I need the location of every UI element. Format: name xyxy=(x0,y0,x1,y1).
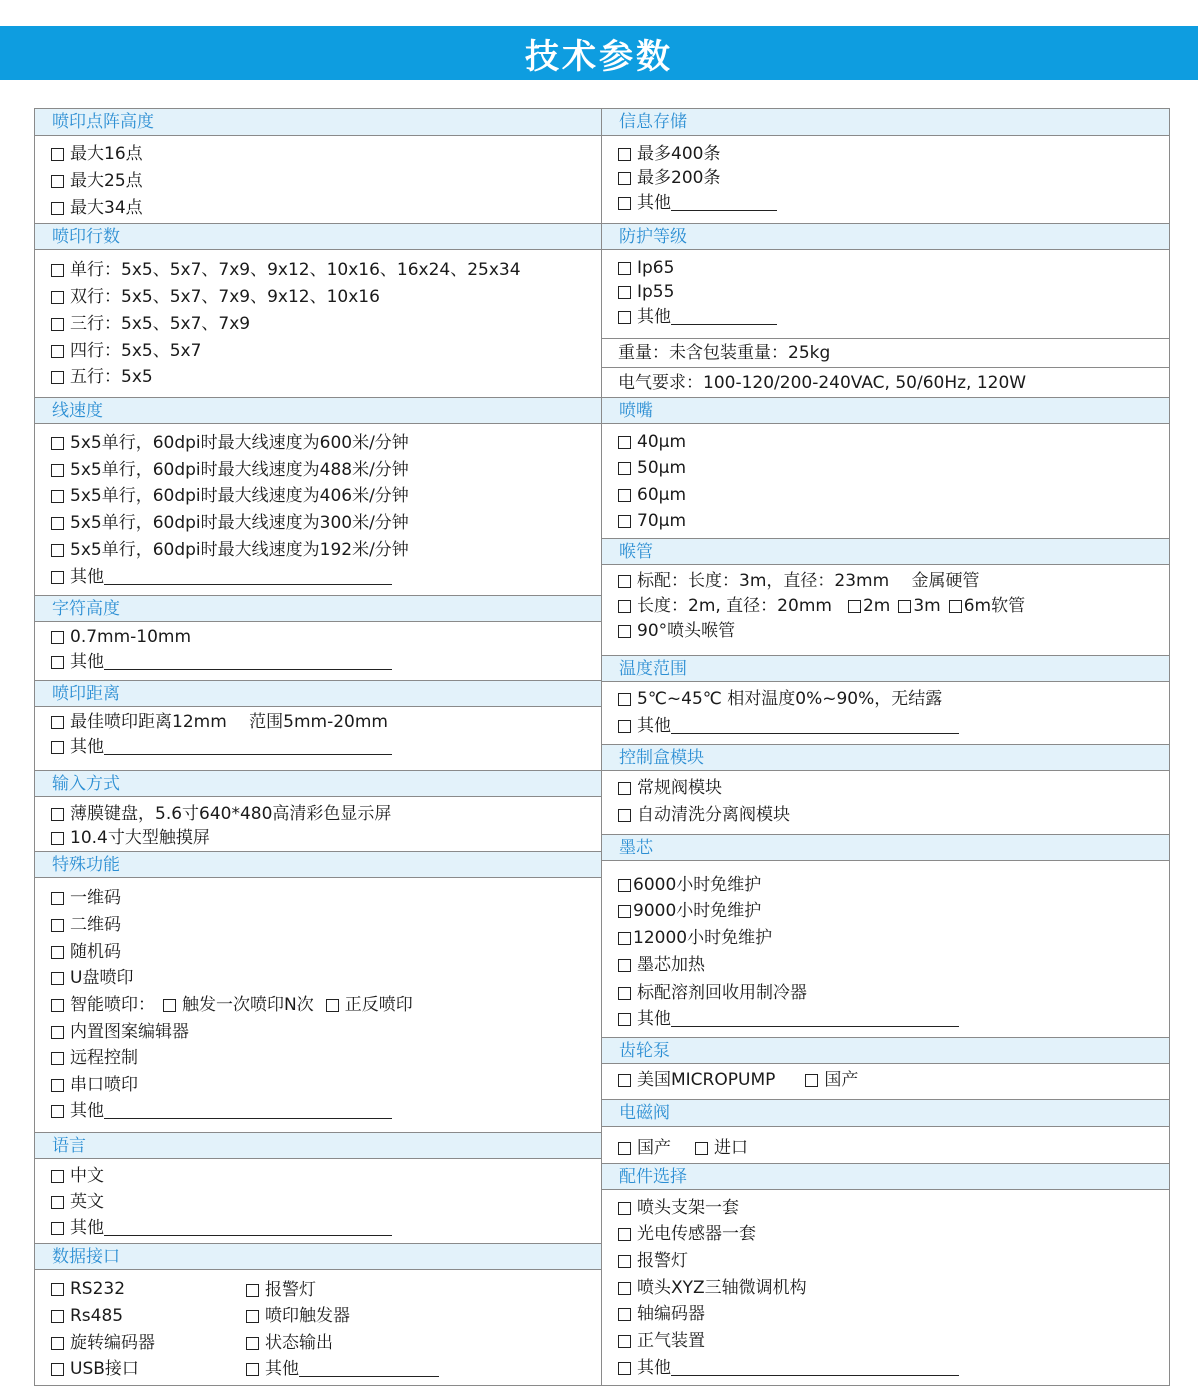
option-row[interactable]: 5x5单行，60dpi时最大线速度为406米/分钟 xyxy=(51,485,409,507)
checkbox[interactable] xyxy=(51,318,64,331)
checkbox[interactable] xyxy=(51,148,64,161)
checkbox[interactable] xyxy=(848,600,861,613)
section-rows xyxy=(35,223,601,250)
checkbox[interactable] xyxy=(51,345,64,358)
checkbox[interactable] xyxy=(246,1284,259,1297)
checkbox[interactable] xyxy=(51,832,64,845)
blank-line[interactable] xyxy=(104,654,392,670)
checkbox[interactable] xyxy=(618,286,631,299)
checkbox[interactable] xyxy=(51,517,64,530)
checkbox[interactable] xyxy=(618,782,631,795)
checkbox[interactable] xyxy=(51,175,64,188)
checkbox[interactable] xyxy=(618,809,631,822)
option-row[interactable]: 其他 xyxy=(51,566,392,588)
checkbox[interactable] xyxy=(163,999,176,1012)
checkbox[interactable] xyxy=(51,371,64,384)
option-row[interactable]: 五行：5x5 xyxy=(51,366,153,388)
checkbox[interactable] xyxy=(618,462,631,475)
section-protection xyxy=(602,223,1169,250)
section-char-height xyxy=(35,595,601,622)
section-header: 喷印点阵高度 xyxy=(35,109,601,136)
checkbox[interactable] xyxy=(618,262,631,275)
section-header: 语言 xyxy=(35,1132,601,1159)
title-banner xyxy=(0,26,1198,80)
section-header: 线速度 xyxy=(35,397,601,424)
checkbox[interactable] xyxy=(246,1337,259,1350)
checkbox[interactable] xyxy=(51,1222,64,1235)
checkbox[interactable] xyxy=(618,311,631,324)
option-row[interactable]: 光电传感器一套 xyxy=(618,1223,756,1245)
section-distance xyxy=(35,680,601,707)
option-row[interactable]: 喷印触发器 xyxy=(246,1305,350,1327)
divider xyxy=(602,367,1169,368)
section-solenoid-valve xyxy=(602,1100,1169,1127)
checkbox[interactable] xyxy=(618,575,631,588)
checkbox[interactable] xyxy=(246,1363,259,1376)
checkbox[interactable] xyxy=(51,631,64,644)
option-row[interactable]: 喷头XYZ三轴微调机构 xyxy=(618,1277,807,1299)
checkbox[interactable] xyxy=(618,148,631,161)
option-row[interactable]: 9000小时免维护 xyxy=(618,900,761,922)
section-temperature xyxy=(602,655,1169,682)
option-row[interactable]: 其他 xyxy=(618,1357,959,1379)
option-row[interactable]: 长度：2m, 直径：20mm 2m 3m 6m软管 xyxy=(618,595,1025,617)
option-row[interactable]: 60μm xyxy=(618,484,686,506)
option-row[interactable]: 远程控制 xyxy=(51,1047,138,1069)
checkbox[interactable] xyxy=(618,489,631,502)
checkbox[interactable] xyxy=(51,919,64,932)
checkbox[interactable] xyxy=(618,1074,631,1087)
section-header: 信息存储 xyxy=(602,109,1169,136)
checkbox[interactable] xyxy=(618,1308,631,1321)
option-row[interactable]: 5x5单行，60dpi时最大线速度为600米/分钟 xyxy=(51,432,409,454)
section-header: 齿轮泵 xyxy=(602,1037,1169,1064)
option-row[interactable]: 其他 xyxy=(618,1008,959,1030)
checkbox[interactable] xyxy=(618,932,631,945)
option-row[interactable]: 报警灯 xyxy=(246,1279,316,1301)
section-header: 数据接口 xyxy=(35,1243,601,1270)
option-row[interactable]: 中文 xyxy=(51,1165,104,1187)
right-column xyxy=(602,108,1170,1386)
checkbox[interactable] xyxy=(618,600,631,613)
option-row[interactable]: 单行：5x5、5x7、7x9、9x12、10x16、16x24、25x34 xyxy=(51,259,521,281)
checkbox[interactable] xyxy=(618,720,631,733)
blank-line[interactable] xyxy=(671,1011,959,1027)
option-row[interactable]: 轴编码器 xyxy=(618,1303,705,1325)
section-speed xyxy=(35,397,601,424)
option-row[interactable]: 最大25点 xyxy=(51,170,143,192)
section-header: 温度范围 xyxy=(602,655,1169,682)
checkbox[interactable] xyxy=(51,437,64,450)
checkbox[interactable] xyxy=(51,571,64,584)
section-ink-core xyxy=(602,834,1169,861)
checkbox[interactable] xyxy=(51,544,64,557)
checkbox[interactable] xyxy=(51,1310,64,1323)
section-gear-pump xyxy=(602,1037,1169,1064)
section-nozzle xyxy=(602,397,1169,424)
option-row[interactable]: Ip55 xyxy=(618,281,674,303)
option-row[interactable]: 5x5单行，60dpi时最大线速度为192米/分钟 xyxy=(51,539,409,561)
option-row[interactable]: 二维码 xyxy=(51,914,121,936)
option-row[interactable]: 40μm xyxy=(618,431,686,453)
checkbox[interactable] xyxy=(618,1228,631,1241)
checkbox[interactable] xyxy=(51,464,64,477)
section-input xyxy=(35,770,601,797)
option-row[interactable]: 最大16点 xyxy=(51,143,143,165)
section-header: 喷印行数 xyxy=(35,223,601,250)
option-row[interactable]: 状态输出 xyxy=(246,1332,333,1354)
checkbox[interactable] xyxy=(51,1079,64,1092)
left-column xyxy=(34,108,602,1386)
section-header: 电磁阀 xyxy=(602,1100,1169,1127)
blank-line[interactable] xyxy=(104,1220,392,1236)
option-row[interactable]: 双行：5x5、5x7、7x9、9x12、10x16 xyxy=(51,286,380,308)
blank-line[interactable] xyxy=(104,569,392,585)
option-row[interactable]: 正气装置 xyxy=(618,1330,705,1352)
checkbox[interactable] xyxy=(618,1202,631,1215)
checkbox[interactable] xyxy=(51,972,64,985)
section-header: 墨芯 xyxy=(602,834,1169,861)
checkbox[interactable] xyxy=(51,808,64,821)
checkbox[interactable] xyxy=(51,490,64,503)
option-row[interactable]: 四行：5x5、5x7 xyxy=(51,340,201,362)
checkbox[interactable] xyxy=(51,1283,64,1296)
option-row[interactable]: 最佳喷印距离12mm 范围5mm-20mm xyxy=(51,711,388,733)
checkbox[interactable] xyxy=(618,879,631,892)
section-storage xyxy=(602,109,1169,136)
section-header: 喷印距离 xyxy=(35,680,601,707)
checkbox[interactable] xyxy=(51,1363,64,1376)
section-interface xyxy=(35,1243,601,1270)
option-row[interactable]: 英文 xyxy=(51,1191,104,1213)
option-row[interactable]: 三行：5x5、5x7、7x9 xyxy=(51,313,250,335)
power-text: 电气要求：100-120/200-240VAC, 50/60Hz, 120W xyxy=(618,373,1027,393)
option-row[interactable]: 标配：长度：3m，直径：23mm 金属硬管 xyxy=(618,570,980,592)
option-row[interactable]: 国产 进口 xyxy=(618,1137,748,1159)
checkbox[interactable] xyxy=(618,1255,631,1268)
section-special xyxy=(35,851,601,878)
option-row[interactable]: 其他 xyxy=(246,1358,439,1380)
option-row[interactable]: 其他 xyxy=(618,715,959,737)
option-row[interactable]: 10.4寸大型触摸屏 xyxy=(51,827,210,849)
checkbox[interactable] xyxy=(51,999,64,1012)
section-header: 喷嘴 xyxy=(602,397,1169,424)
option-row[interactable]: 12000小时免维护 xyxy=(618,927,772,949)
checkbox[interactable] xyxy=(618,1013,631,1026)
checkbox[interactable] xyxy=(618,905,631,918)
checkbox[interactable] xyxy=(51,291,64,304)
section-header: 特殊功能 xyxy=(35,851,601,878)
option-row[interactable]: 5℃~45℃ 相对温度0%~90%，无结露 xyxy=(618,688,942,710)
option-row[interactable]: USB接口 xyxy=(51,1358,139,1380)
option-row[interactable]: RS232 xyxy=(51,1278,125,1300)
option-row[interactable]: 内置图案编辑器 xyxy=(51,1021,189,1043)
checkbox[interactable] xyxy=(51,1196,64,1209)
option-row[interactable]: 串口喷印 xyxy=(51,1074,138,1096)
option-row[interactable]: 标配溶剂回收用制冷器 xyxy=(618,982,807,1004)
page-title: 技术参数 xyxy=(525,36,673,77)
checkbox[interactable] xyxy=(618,1142,631,1155)
checkbox[interactable] xyxy=(51,656,64,669)
checkbox[interactable] xyxy=(51,1337,64,1350)
option-row[interactable]: 一维码 xyxy=(51,887,121,909)
option-row[interactable]: 其他 xyxy=(618,306,777,328)
blank-line[interactable] xyxy=(299,1361,439,1377)
checkbox[interactable] xyxy=(618,1282,631,1295)
checkbox[interactable] xyxy=(51,202,64,215)
blank-line[interactable] xyxy=(104,739,392,755)
option-row[interactable]: 其他 xyxy=(51,651,392,673)
section-control-box xyxy=(602,744,1169,771)
checkbox[interactable] xyxy=(51,892,64,905)
option-row[interactable]: 50μm xyxy=(618,457,686,479)
checkbox[interactable] xyxy=(51,1026,64,1039)
checkbox[interactable] xyxy=(618,436,631,449)
section-header: 防护等级 xyxy=(602,223,1169,250)
checkbox[interactable] xyxy=(246,1310,259,1323)
option-row[interactable]: 其他 xyxy=(51,1217,392,1239)
blank-line[interactable] xyxy=(671,195,777,211)
option-row[interactable]: 6000小时免维护 xyxy=(618,874,761,896)
checkbox[interactable] xyxy=(51,716,64,729)
checkbox[interactable] xyxy=(618,515,631,528)
weight-text: 重量：未含包装重量：25kg xyxy=(618,343,831,363)
section-header: 控制盒模块 xyxy=(602,744,1169,771)
checkbox[interactable] xyxy=(898,600,911,613)
option-row[interactable]: 90°喷头喉管 xyxy=(618,620,735,642)
option-row[interactable]: 最多200条 xyxy=(618,167,720,189)
option-row[interactable]: 其他 xyxy=(51,1100,392,1122)
blank-line[interactable] xyxy=(104,1103,392,1119)
option-row[interactable]: 随机码 xyxy=(51,941,121,963)
section-dot-height xyxy=(35,109,601,136)
option-row[interactable]: 常规阀模块 xyxy=(618,777,722,799)
checkbox[interactable] xyxy=(695,1142,708,1155)
option-row[interactable]: 自动清洗分离阀模块 xyxy=(618,804,790,826)
checkbox[interactable] xyxy=(805,1074,818,1087)
section-throat xyxy=(602,538,1169,565)
option-row[interactable]: Rs485 xyxy=(51,1305,123,1327)
option-row[interactable]: 其他 xyxy=(618,192,777,214)
checkbox[interactable] xyxy=(618,625,631,638)
option-row[interactable]: 最多400条 xyxy=(618,143,720,165)
option-row[interactable]: U盘喷印 xyxy=(51,967,133,989)
option-row[interactable]: 5x5单行，60dpi时最大线速度为488米/分钟 xyxy=(51,459,409,481)
section-language xyxy=(35,1132,601,1159)
checkbox[interactable] xyxy=(51,1170,64,1183)
checkbox[interactable] xyxy=(618,1362,631,1375)
option-row[interactable]: 最大34点 xyxy=(51,197,143,219)
checkbox[interactable] xyxy=(618,1335,631,1348)
option-row[interactable]: 喷头支架一套 xyxy=(618,1197,739,1219)
divider xyxy=(602,338,1169,339)
option-row[interactable]: 旋转编码器 xyxy=(51,1332,155,1354)
option-row[interactable]: 其他 xyxy=(51,736,392,758)
blank-line[interactable] xyxy=(671,309,777,325)
checkbox[interactable] xyxy=(51,264,64,277)
checkbox[interactable] xyxy=(51,946,64,959)
option-row[interactable]: 智能喷印： 触发一次喷印N次 正反喷印 xyxy=(51,994,413,1016)
checkbox[interactable] xyxy=(618,987,631,1000)
section-header: 喉管 xyxy=(602,538,1169,565)
option-row[interactable]: 5x5单行，60dpi时最大线速度为300米/分钟 xyxy=(51,512,409,534)
option-row[interactable]: 美国MICROPUMP 国产 xyxy=(618,1069,858,1091)
blank-line[interactable] xyxy=(671,1360,959,1376)
section-accessories xyxy=(602,1163,1169,1190)
section-header: 输入方式 xyxy=(35,770,601,797)
checkbox[interactable] xyxy=(51,1105,64,1118)
section-header: 配件选择 xyxy=(602,1163,1169,1190)
option-row[interactable]: 薄膜键盘，5.6寸640*480高清彩色显示屏 xyxy=(51,803,391,825)
option-row[interactable]: 报警灯 xyxy=(618,1250,688,1272)
checkbox[interactable] xyxy=(618,197,631,210)
checkbox[interactable] xyxy=(949,600,962,613)
section-header: 字符高度 xyxy=(35,595,601,622)
checkbox[interactable] xyxy=(326,999,339,1012)
checkbox[interactable] xyxy=(618,172,631,185)
option-row[interactable]: 墨芯加热 xyxy=(618,954,705,976)
option-row[interactable]: 0.7mm-10mm xyxy=(51,626,191,648)
checkbox[interactable] xyxy=(618,693,631,706)
option-row[interactable]: 70μm xyxy=(618,510,686,532)
checkbox[interactable] xyxy=(51,1052,64,1065)
checkbox[interactable] xyxy=(51,741,64,754)
blank-line[interactable] xyxy=(671,718,959,734)
option-row[interactable]: Ip65 xyxy=(618,257,674,279)
checkbox[interactable] xyxy=(618,959,631,972)
